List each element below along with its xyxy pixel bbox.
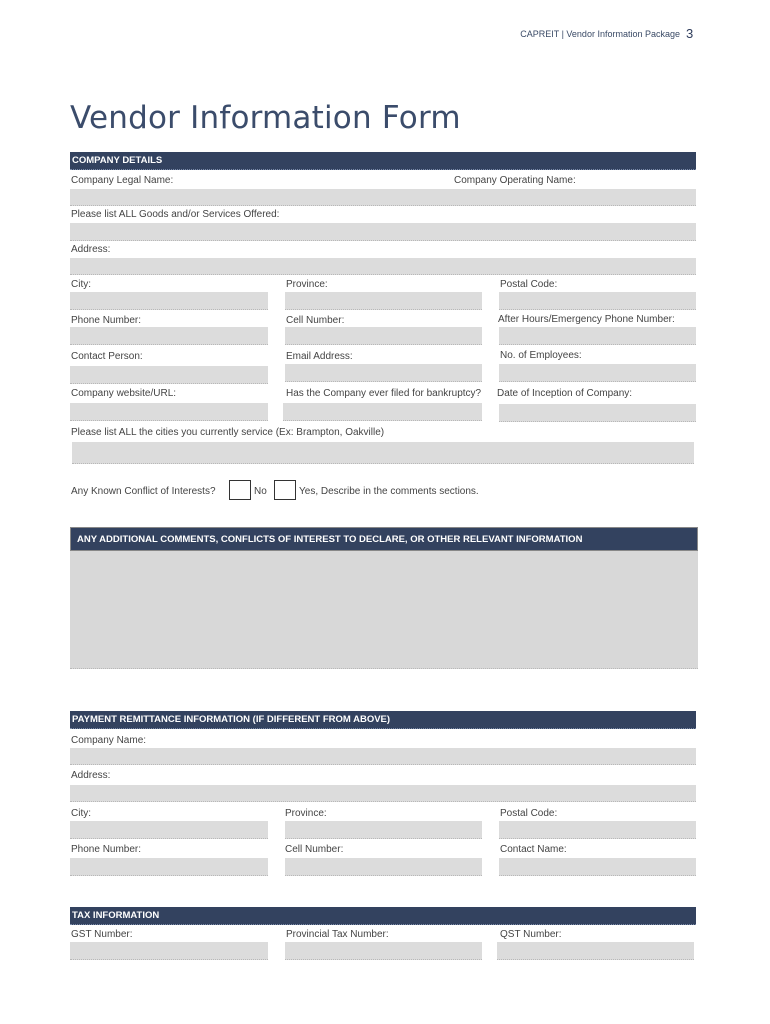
payment-phone-field[interactable] (70, 858, 268, 876)
payment-province-field[interactable] (285, 821, 482, 839)
payment-postal-code-field[interactable] (499, 821, 696, 839)
city-field[interactable] (70, 292, 268, 310)
payment-address-field[interactable] (70, 785, 696, 802)
label-payment-cell: Cell Number: (285, 844, 344, 855)
label-bankruptcy: Has the Company ever filed for bankruptcy? (286, 388, 482, 399)
label-inception: Date of Inception of Company: (497, 388, 633, 399)
section-comments: ANY ADDITIONAL COMMENTS, CONFLICTS OF INTEREST TO DECLARE, OR OTHER RELEVANT INFORMATION (70, 527, 698, 551)
page-header: CAPREIT | Vendor Information Package (520, 29, 680, 39)
cities-served-field[interactable] (72, 442, 694, 464)
label-payment-city: City: (71, 808, 91, 819)
label-cell: Cell Number: (286, 315, 345, 326)
label-payment-phone: Phone Number: (71, 844, 142, 855)
page-number: 3 (686, 26, 694, 41)
label-conflict-yes: Yes, Describe in the comments sections. (299, 486, 479, 497)
postal-code-field[interactable] (499, 292, 696, 310)
label-operating-name: Company Operating Name: (454, 175, 576, 186)
website-field[interactable] (70, 403, 268, 421)
label-website: Company website/URL: (71, 388, 177, 399)
page-title: Vendor Information Form (70, 100, 461, 136)
inception-field[interactable] (499, 404, 696, 422)
pst-field[interactable] (285, 942, 482, 960)
qst-field[interactable] (497, 942, 694, 960)
label-legal-name: Company Legal Name: (71, 175, 174, 186)
label-pst: Provincial Tax Number: (286, 929, 389, 940)
section-company-details: COMPANY DETAILS (70, 152, 696, 170)
gst-field[interactable] (70, 942, 268, 960)
label-payment-address: Address: (71, 770, 111, 781)
label-gst: GST Number: (71, 929, 133, 940)
label-qst: QST Number: (500, 929, 562, 940)
label-conflict-no: No (254, 486, 267, 497)
conflict-yes-checkbox[interactable] (274, 480, 296, 500)
label-employees: No. of Employees: (500, 350, 582, 361)
conflict-no-checkbox[interactable] (229, 480, 251, 500)
label-city: City: (71, 279, 91, 290)
label-address: Address: (71, 244, 111, 255)
label-email: Email Address: (286, 351, 353, 362)
legal-name-field[interactable] (70, 189, 696, 206)
payment-company-name-field[interactable] (70, 748, 696, 765)
label-payment-contact-name: Contact Name: (500, 844, 567, 855)
contact-person-field[interactable] (70, 366, 268, 384)
label-payment-company-name: Company Name: (71, 735, 147, 746)
email-field[interactable] (285, 364, 482, 382)
phone-field[interactable] (70, 327, 268, 345)
label-province: Province: (286, 279, 328, 290)
section-payment-remittance: PAYMENT REMITTANCE INFORMATION (IF DIFFERENT FROM ABOVE) (70, 711, 696, 729)
after-hours-field[interactable] (499, 327, 696, 345)
payment-contact-name-field[interactable] (499, 858, 696, 876)
bankruptcy-field[interactable] (283, 403, 482, 421)
label-after-hours: After Hours/Emergency Phone Number: (498, 314, 675, 325)
payment-city-field[interactable] (70, 821, 268, 839)
label-postal-code: Postal Code: (500, 279, 558, 290)
employees-field[interactable] (499, 364, 696, 382)
label-payment-province: Province: (285, 808, 327, 819)
cell-field[interactable] (285, 327, 482, 345)
label-goods-services: Please list ALL Goods and/or Services Offered: (71, 209, 280, 220)
comments-field[interactable] (70, 551, 698, 669)
label-cities-served: Please list ALL the cities you currently service (Ex: Brampton, Oakville) (71, 427, 385, 438)
address-field[interactable] (70, 258, 696, 275)
label-conflict-question: Any Known Conflict of Interests? (71, 486, 216, 497)
label-payment-postal-code: Postal Code: (500, 808, 558, 819)
payment-cell-field[interactable] (285, 858, 482, 876)
label-contact-person: Contact Person: (71, 351, 143, 362)
label-phone: Phone Number: (71, 315, 142, 326)
province-field[interactable] (285, 292, 482, 310)
goods-services-field[interactable] (70, 223, 696, 241)
section-tax-information: TAX INFORMATION (70, 907, 696, 925)
